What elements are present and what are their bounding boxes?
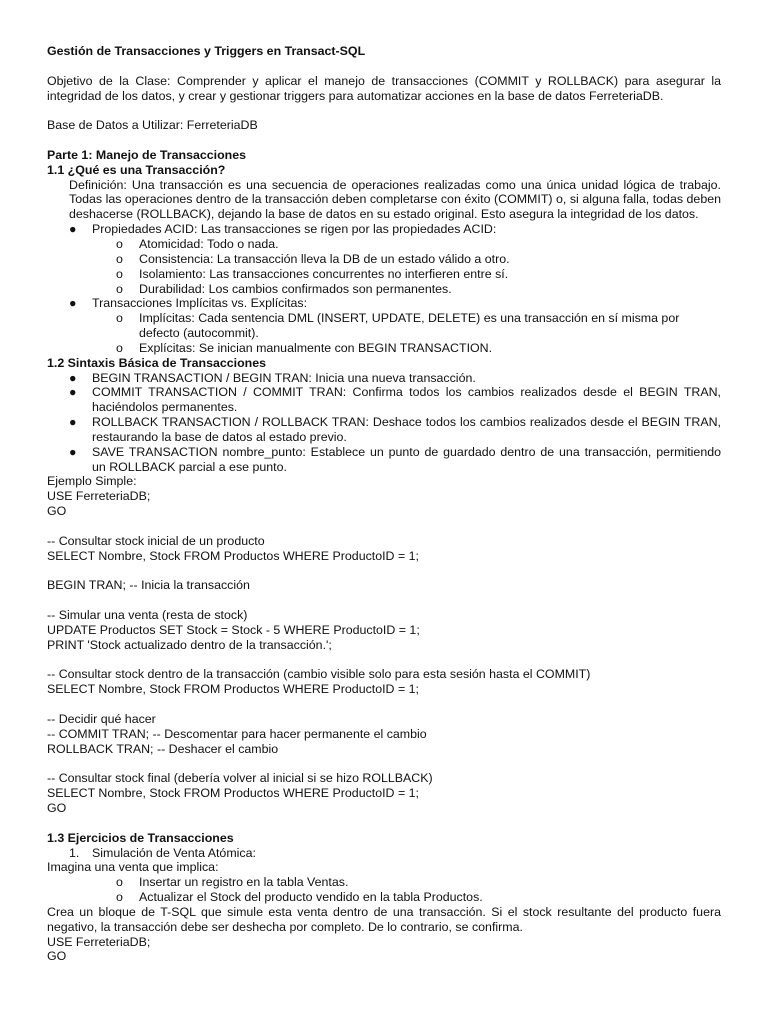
- bullet-marker: ●: [69, 222, 77, 237]
- bullet-marker: ●: [69, 444, 77, 459]
- exercise-1-title: Simulación de Venta Atómica:: [92, 845, 256, 860]
- code-line: SELECT Nombre, Stock FROM Productos WHERE ProductoID = 1;: [47, 786, 419, 801]
- syntax-commit: COMMIT TRANSACTION / COMMIT TRAN: Confirma todos los cambios realizados desde el BEGIN TRAN, haciéndolos permanentes.: [92, 385, 721, 415]
- syntax-rollback: ROLLBACK TRANSACTION / ROLLBACK TRAN: Deshace todos los cambios realizados desde el BEGIN TRAN, restaurando la base de datos al estado previo.: [92, 415, 721, 444]
- code-line: USE FerreteriaDB;: [47, 489, 151, 504]
- acid-bullet: [47, 222, 721, 237]
- sub-bullet-marker: o: [116, 311, 123, 326]
- sub-bullet-marker: o: [116, 266, 123, 281]
- acid-atomicity: Atomicidad: Todo o nada.: [139, 236, 279, 251]
- objective-paragraph: Objetivo de la Clase: Comprender y aplicar el manejo de transacciones (COMMIT y ROLLBACK) para asegurar la integridad de los datos, y crear y gestionar triggers para automatizar acciones en la base de datos FerreteriaDB.: [47, 73, 721, 103]
- database-line: Base de Datos a Utilizar: FerreteriaDB: [47, 118, 258, 133]
- list-item: [47, 282, 721, 297]
- section-1-2-heading: 1.2 Sintaxis Básica de Transacciones: [47, 355, 267, 370]
- code-line: USE FerreteriaDB;: [47, 934, 151, 949]
- exercise-1-step: Insertar un registro en la tabla Ventas.: [139, 875, 349, 890]
- exercise-number: 1.: [69, 845, 80, 860]
- code-line: GO: [47, 949, 67, 964]
- list-item: [47, 237, 721, 252]
- exercise-1-step: Actualizar el Stock del producto vendido en la tabla Productos.: [139, 890, 483, 905]
- code-line: PRINT 'Stock actualizado dentro de la transacción.';: [47, 637, 332, 652]
- definition-paragraph: Definición: Una transacción es una secuencia de operaciones realizadas como una única unidad lógica de trabajo. Todas las operaciones dentro de la transacción deben completarse con éxito (COMMIT) o, si alguna falla, todas deben deshacerse (ROLLBACK), dejando la base de datos en su estado original. Esto asegura la integridad de los datos.: [69, 177, 721, 222]
- acid-label: Propiedades ACID: Las transacciones se rigen por las propiedades ACID:: [92, 222, 497, 237]
- code-line: BEGIN TRAN; -- Inicia la transacción: [47, 578, 250, 593]
- syntax-begin: BEGIN TRANSACTION / BEGIN TRAN: Inicia una nueva transacción.: [92, 370, 476, 385]
- list-item: [47, 415, 721, 445]
- code-line: GO: [47, 504, 67, 519]
- sub-bullet-marker: o: [116, 251, 123, 266]
- sub-bullet-marker: o: [116, 890, 123, 905]
- list-item: [47, 341, 721, 356]
- section-1-3-heading: 1.3 Ejercicios de Transacciones: [47, 830, 234, 845]
- document-title: Gestión de Transacciones y Triggers en Transact-SQL: [47, 44, 366, 58]
- section-1-1-heading: 1.1 ¿Qué es una Transacción?: [47, 162, 226, 177]
- explicit-item: Explícitas: Se inician manualmente con BEGIN TRANSACTION.: [139, 340, 493, 355]
- code-comment: -- Consultar stock dentro de la transacción (cambio visible solo para esta sesión hasta el COMMIT): [47, 667, 591, 682]
- sub-bullet-marker: o: [116, 236, 123, 251]
- list-item: [47, 267, 721, 282]
- sub-bullet-marker: o: [116, 875, 123, 890]
- code-line: UPDATE Productos SET Stock = Stock - 5 WHERE ProductoID = 1;: [47, 622, 420, 637]
- list-item: [47, 890, 721, 905]
- acid-durability: Durabilidad: Los cambios confirmados son permanentes.: [139, 281, 452, 296]
- code-line: SELECT Nombre, Stock FROM Productos WHERE ProductoID = 1;: [47, 682, 419, 697]
- code-line: GO: [47, 801, 67, 816]
- list-item: [47, 371, 721, 386]
- implicit-explicit-bullet: [47, 296, 721, 311]
- bullet-marker: ●: [69, 296, 77, 311]
- list-item: [47, 252, 721, 267]
- list-item: [47, 385, 721, 415]
- example-label: Ejemplo Simple:: [47, 474, 137, 489]
- sub-bullet-marker: o: [116, 340, 123, 355]
- list-item: [47, 311, 721, 341]
- bullet-marker: ●: [69, 385, 77, 400]
- bullet-marker: ●: [69, 415, 77, 430]
- list-item: [47, 875, 721, 890]
- code-comment: -- Decidir qué hacer: [47, 711, 156, 726]
- code-comment: -- Consultar stock final (debería volver al inicial si se hizo ROLLBACK): [47, 771, 433, 786]
- sub-bullet-marker: o: [116, 281, 123, 296]
- code-comment: -- COMMIT TRAN; -- Descomentar para hacer permanente el cambio: [47, 726, 427, 741]
- exercise-1-intro: Imagina una venta que implica:: [47, 860, 219, 875]
- implicit-item: Implícitas: Cada sentencia DML (INSERT, UPDATE, DELETE) es una transacción en sí misma por defecto (autocommit).: [139, 311, 680, 341]
- code-line: ROLLBACK TRAN; -- Deshacer el cambio: [47, 741, 279, 756]
- code-comment: -- Simular una venta (resta de stock): [47, 608, 248, 623]
- part1-heading: Parte 1: Manejo de Transacciones: [47, 147, 247, 162]
- acid-isolation: Isolamiento: Las transacciones concurrentes no interfieren entre sí.: [139, 266, 509, 281]
- document-body: [47, 44, 721, 964]
- code-line: SELECT Nombre, Stock FROM Productos WHERE ProductoID = 1;: [47, 548, 419, 563]
- bullet-marker: ●: [69, 370, 77, 385]
- list-item: [47, 445, 721, 475]
- acid-consistency: Consistencia: La transacción lleva la DB de un estado válido a otro.: [139, 251, 510, 266]
- code-comment: -- Consultar stock inicial de un producto: [47, 533, 265, 548]
- syntax-save: SAVE TRANSACTION nombre_punto: Establece un punto de guardado dentro de una transacción, permitiendo un ROLLBACK parcial a ese punto.: [92, 444, 721, 474]
- exercise-1-heading: [47, 846, 721, 861]
- exercise-1-task: Crea un bloque de T-SQL que simule esta venta dentro de una transacción. Si el stock resultante del producto fuera negativo, la transacción debe ser deshecha por completo. De lo contrario, se confirma.: [47, 904, 721, 934]
- implicit-explicit-label: Transacciones Implícitas vs. Explícitas:: [92, 296, 308, 311]
